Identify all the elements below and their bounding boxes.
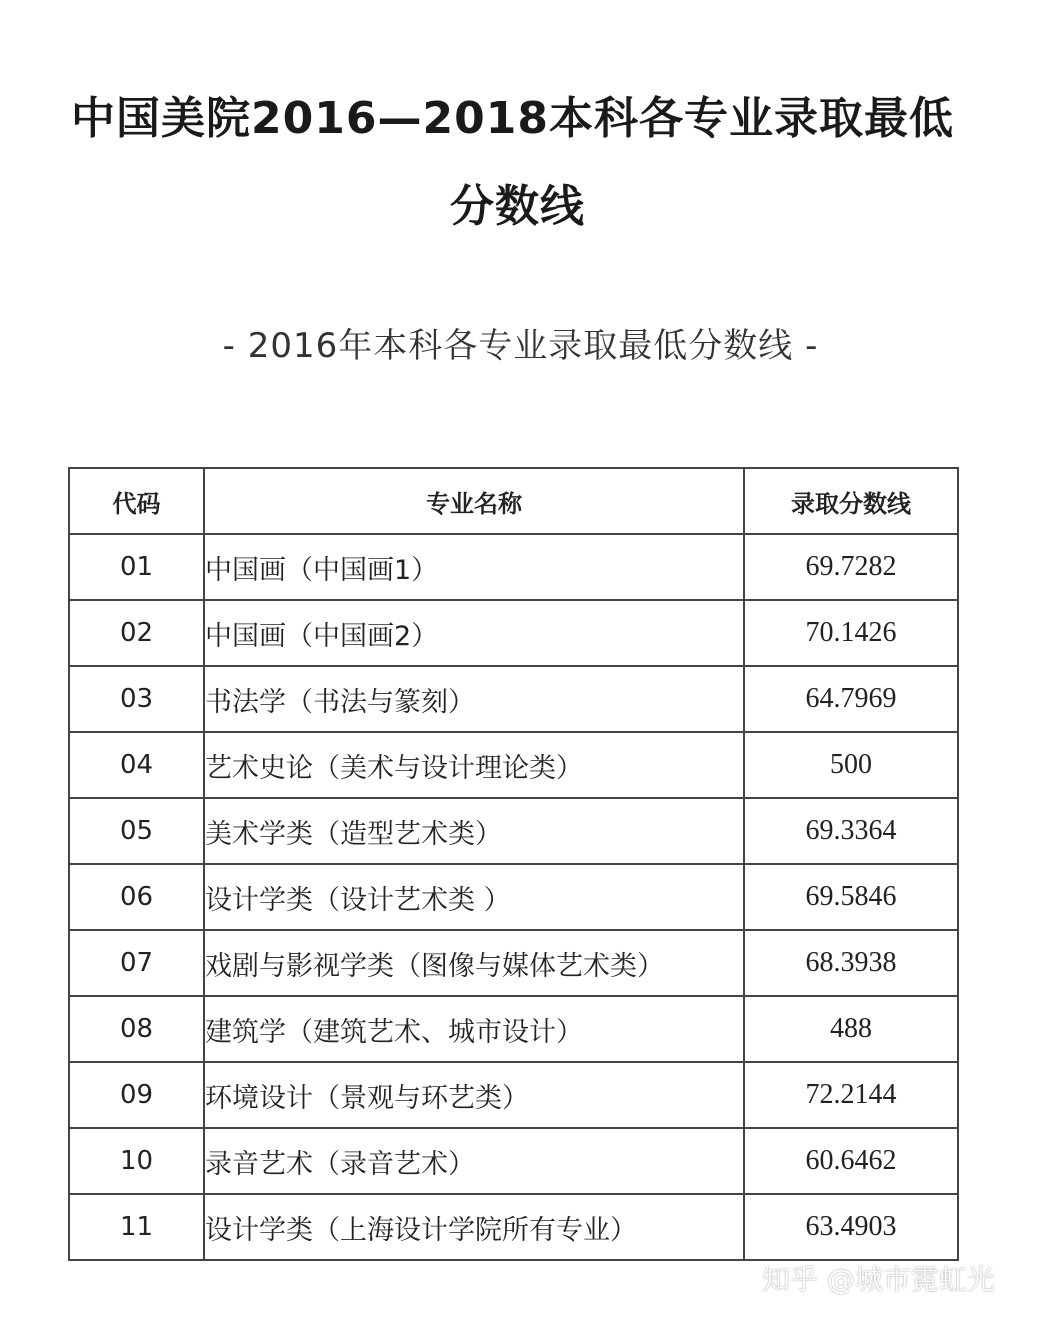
cell-major-name: 设计学类（设计艺术类 ） (204, 864, 744, 930)
table-row (69, 1062, 958, 1128)
title-line-2: 分数线 (450, 181, 585, 232)
title-line-1: 中国美院2016—2018本科各专业录取最低 (71, 93, 954, 144)
cell-code: 04 (69, 732, 204, 798)
cell-major-name: 环境设计（景观与环艺类） (204, 1062, 744, 1128)
cell-score: 69.7282 (744, 534, 958, 600)
zhihu-watermark: 知乎 @城市霓虹光 (762, 1263, 995, 1296)
cell-major-name: 书法学（书法与篆刻） (204, 666, 744, 732)
header-score: 录取分数线 (744, 468, 958, 534)
cell-score: 488 (744, 996, 958, 1062)
table-row (69, 1128, 958, 1194)
header-code: 代码 (69, 468, 204, 534)
cell-score: 72.2144 (744, 1062, 958, 1128)
section-subtitle: - 2016年本科各专业录取最低分数线 - (222, 326, 819, 366)
table-row (69, 864, 958, 930)
cell-major-name: 中国画（中国画2） (204, 600, 744, 666)
cell-major-name: 设计学类（上海设计学院所有专业） (204, 1194, 744, 1260)
cell-code: 10 (69, 1128, 204, 1194)
cell-score: 68.3938 (744, 930, 958, 996)
cell-major-name: 美术学类（造型艺术类） (204, 798, 744, 864)
table-row (69, 996, 958, 1062)
cell-score: 63.4903 (744, 1194, 958, 1260)
cell-score: 64.7969 (744, 666, 958, 732)
cell-score: 69.5846 (744, 864, 958, 930)
table-row (69, 732, 958, 798)
cell-code: 06 (69, 864, 204, 930)
cell-major-name: 录音艺术（录音艺术） (204, 1128, 744, 1194)
cell-code: 05 (69, 798, 204, 864)
cell-major-name: 戏剧与影视学类（图像与媒体艺术类） (204, 930, 744, 996)
table-row (69, 1194, 958, 1260)
table-row (69, 798, 958, 864)
cell-code: 09 (69, 1062, 204, 1128)
cell-score: 60.6462 (744, 1128, 958, 1194)
cell-score: 69.3364 (744, 798, 958, 864)
cell-major-name: 中国画（中国画1） (204, 534, 744, 600)
cell-major-name: 建筑学（建筑艺术、城市设计） (204, 996, 744, 1062)
admission-score-table (68, 467, 959, 1261)
cell-major-name: 艺术史论（美术与设计理论类） (204, 732, 744, 798)
cell-code: 11 (69, 1194, 204, 1260)
table-row (69, 534, 958, 600)
table-row (69, 930, 958, 996)
cell-code: 01 (69, 534, 204, 600)
header-major-name: 专业名称 (204, 468, 744, 534)
cell-code: 07 (69, 930, 204, 996)
cell-code: 02 (69, 600, 204, 666)
cell-score: 70.1426 (744, 600, 958, 666)
table-row (69, 600, 958, 666)
cell-code: 03 (69, 666, 204, 732)
cell-score: 500 (744, 732, 958, 798)
table-header-row (69, 468, 958, 534)
table-row (69, 666, 958, 732)
cell-code: 08 (69, 996, 204, 1062)
